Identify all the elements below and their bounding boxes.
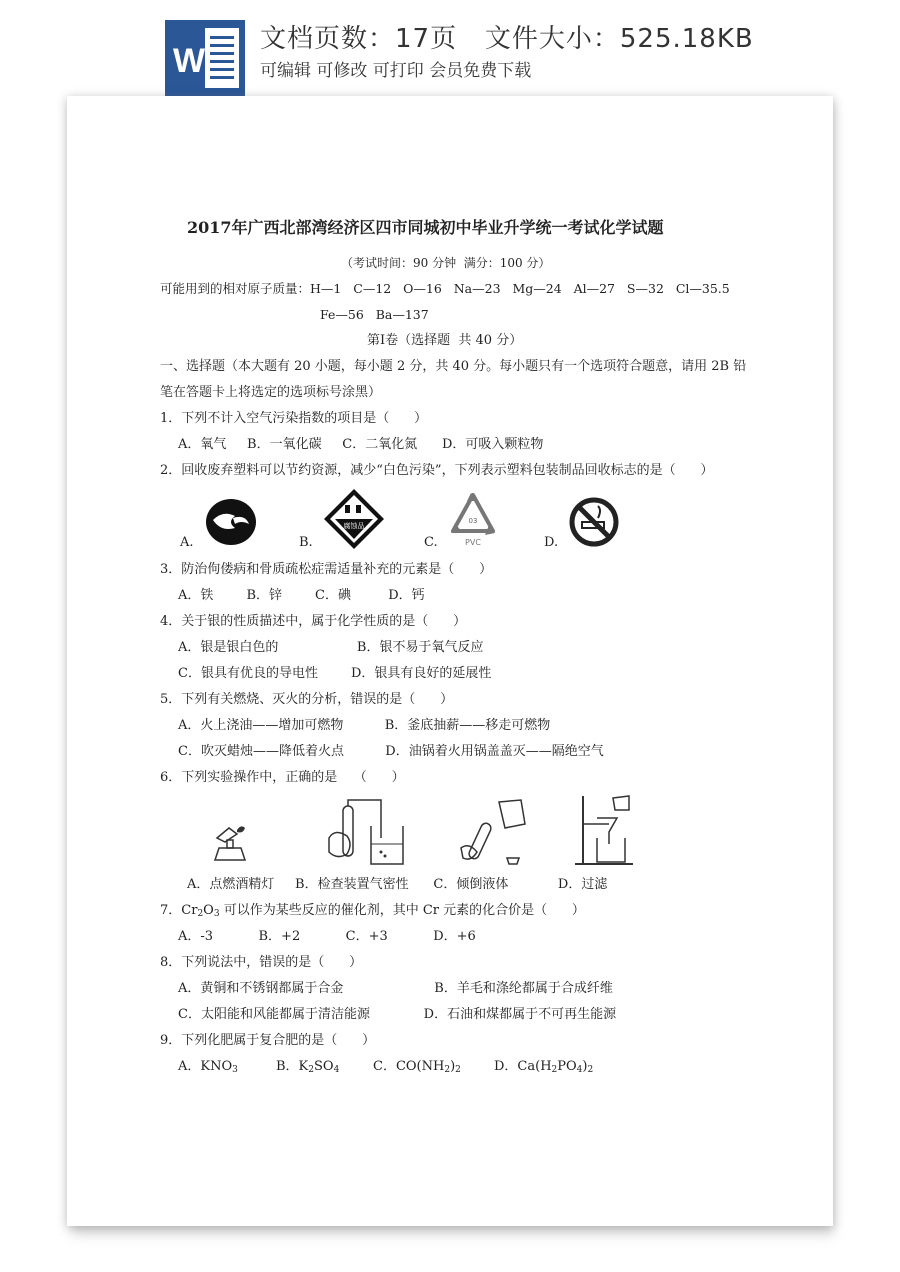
question-8-options-1: A．黄铜和不锈钢都属于合金 B．羊毛和涤纶都属于合成纤维	[178, 981, 613, 996]
question-9-option-a: A．$KNO_3$	[178, 1059, 238, 1075]
question-7: 7．$Cr_2O_3$ 可以作为某些反应的催化剂，其中 Cr 元素的化合价是（ ）	[160, 903, 585, 919]
question-8: 8．下列说法中，错误的是（ ）	[160, 955, 363, 970]
svg-text:PVC: PVC	[465, 538, 481, 547]
alcohol-lamp-icon	[207, 820, 253, 866]
question-7-options: A．-3 B．+2 C．+3 D．+6	[178, 929, 476, 944]
question-9-option-d: D．$Ca(H_2PO_4)_2$	[494, 1059, 594, 1075]
question-5-options-1: A．火上浇油——增加可燃物 B．釜底抽薪——移走可燃物	[178, 718, 551, 733]
question-9: 9．下列化肥属于复合肥的是（ ）	[160, 1033, 376, 1048]
question-6: 6．下列实验操作中，正确的是 （ ）	[160, 770, 405, 785]
question-5: 5．下列有关燃烧、灭火的分析，错误的是（ ）	[160, 692, 454, 707]
section-title: 第Ⅰ卷（选择题 共 40 分）	[367, 333, 523, 348]
atomic-mass-line-1: 可能用到的相对原子质量：H—1 C—12 O—16 Na—23 Mg—24 Al—27 S—32 Cl—35.5	[160, 281, 730, 296]
no-smoking-icon	[568, 496, 620, 548]
question-9-option-c: C．$CO(NH_2)_2$	[373, 1059, 461, 1075]
question-2-option-c: C.	[424, 535, 438, 550]
svg-text:03: 03	[468, 517, 478, 525]
instructions-line-1: 一、选择题（本大题有 20 小题，每小题 2 分，共 40 分。每小题只有一个选项符合题意，请用 2B 铅	[160, 359, 747, 374]
corrosive-hazard-icon	[323, 488, 385, 550]
question-3-options: A．铁 B．锌 C．碘 D．钙	[178, 588, 425, 603]
word-document-icon	[165, 20, 245, 96]
svg-text:W: W	[173, 42, 206, 80]
question-1-options: A．氧气 B．一氧化碳 C．二氧化氮 D．可吸入颗粒物	[178, 437, 544, 452]
pouring-liquid-icon	[459, 798, 535, 868]
atomic-mass-line-2: Fe—56 Ba—137	[320, 307, 429, 322]
question-5-options-2: C．吹灭蜡烛——降低着火点 D．油锅着火用锅盖盖灭——隔绝空气	[178, 744, 604, 759]
recycle-pvc-icon	[447, 491, 499, 549]
question-4-options-1: A．银是银白色的 B．银不易于氧气反应	[178, 640, 484, 655]
download-banner	[0, 0, 900, 100]
filtration-icon	[573, 794, 637, 868]
question-2-option-b: B.	[299, 535, 313, 550]
question-3: 3．防治佝偻病和骨质疏松症需适量补充的元素是（ ）	[160, 562, 493, 577]
exam-info: （考试时间：90 分钟 满分：100 分）	[341, 256, 551, 270]
question-6-options: A．点燃酒精灯 B．检查装置气密性 C．倾倒液体 D．过滤	[187, 877, 608, 892]
question-1: 1．下列不计入空气污染指数的项目是（ ）	[160, 411, 428, 426]
document-stats: 文档页数：17页 文件大小：525.18KB	[260, 24, 754, 54]
question-9-option-b: B．$K_2SO_4$	[276, 1059, 340, 1075]
airtightness-check-icon	[325, 798, 411, 868]
document-page	[67, 96, 833, 1226]
document-features: 可编辑 可修改 可打印 会员免费下载	[260, 61, 532, 81]
exam-title: 2017年广西北部湾经济区四市同城初中毕业升学统一考试化学试题	[187, 218, 664, 237]
question-8-options-2: C．太阳能和风能都属于清洁能源 D．石油和煤都属于不可再生能源	[178, 1007, 617, 1022]
svg-text:腐蚀品: 腐蚀品	[343, 522, 365, 530]
question-4-options-2: C．银具有优良的导电性 D．银具有良好的延展性	[178, 666, 492, 681]
question-2-option-a: A.	[180, 535, 194, 550]
swirl-logo-icon	[205, 498, 257, 546]
instructions-line-2: 笔在答题卡上将选定的选项标号涂黑）	[160, 385, 382, 400]
question-2: 2．回收废弃塑料可以节约资源，减少“白色污染”，下列表示塑料包装制品回收标志的是（ ）	[160, 463, 714, 478]
question-2-option-d: D.	[544, 535, 559, 550]
question-4: 4．关于银的性质描述中，属于化学性质的是（ ）	[160, 614, 467, 629]
